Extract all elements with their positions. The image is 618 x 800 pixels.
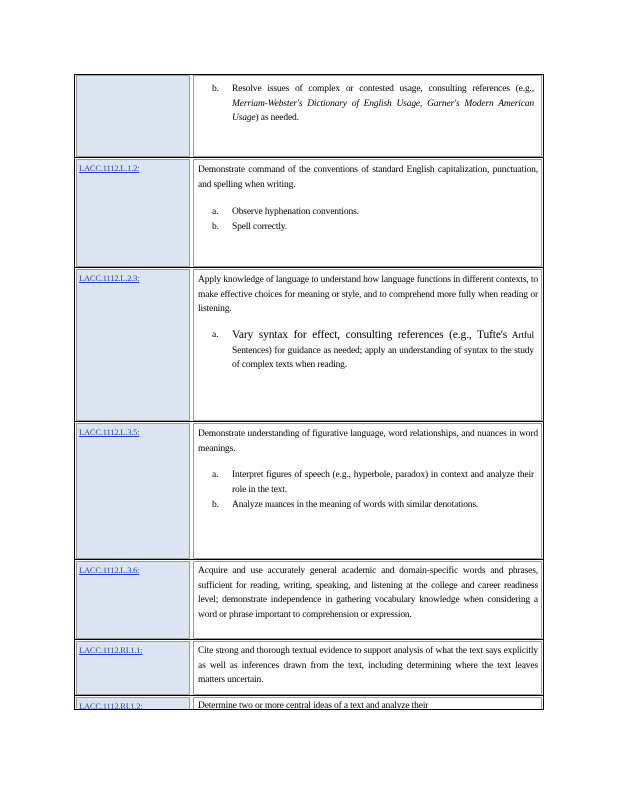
table-row bbox=[75, 423, 543, 559]
code-cell bbox=[76, 697, 190, 710]
code-cell bbox=[76, 641, 190, 695]
code-cell bbox=[76, 159, 190, 267]
description-cell bbox=[193, 75, 542, 157]
standard-description: Demonstrate understanding of figurative language, word relationships, and nuances in word meanings. bbox=[198, 429, 538, 454]
table-row bbox=[75, 75, 543, 157]
item-text: Observe hyphenation conventions. bbox=[232, 207, 359, 217]
row-divider bbox=[75, 157, 543, 158]
description-cell bbox=[193, 423, 542, 559]
list-item bbox=[214, 205, 534, 220]
item-text: Spell correctly. bbox=[232, 222, 288, 232]
row-divider bbox=[75, 559, 543, 560]
code-cell bbox=[76, 269, 190, 421]
item-marker: a. bbox=[212, 207, 219, 217]
list-item bbox=[214, 498, 534, 513]
item-marker: b. bbox=[212, 222, 219, 232]
standard-description: Apply knowledge of language to understand how language functions in different contexts, to make effective choices for meaning or style, and to comprehend more fully when reading or listening. bbox=[198, 275, 538, 314]
standard-description: Demonstrate command of the conventions of standard English capitalization, punctuation, and spelling when writing. bbox=[198, 165, 538, 190]
description-cell bbox=[193, 561, 542, 639]
item-text: Analyze nuances in the meaning of words with similar denotations. bbox=[232, 500, 479, 510]
item-marker: b. bbox=[212, 500, 219, 510]
standard-code-link[interactable]: LACC.1112.L.2.3: bbox=[79, 273, 140, 283]
table-row bbox=[75, 641, 543, 695]
standard-code-link[interactable]: LACC.1112.RI.1.1: bbox=[79, 645, 143, 655]
list-item bbox=[214, 468, 534, 497]
item-text: Resolve issues of complex or contested usage, consulting references (e.g., Merriam-Webster's Dictionary of English Usage, Garner's Modern American Usage) as needed. bbox=[232, 84, 534, 123]
row-divider bbox=[75, 695, 543, 696]
item-marker: a. bbox=[212, 330, 219, 340]
list-item bbox=[214, 328, 534, 373]
table-row bbox=[75, 269, 543, 421]
standards-table bbox=[74, 74, 544, 710]
standard-description: Determine two or more central ideas of a text and analyze their bbox=[198, 701, 429, 710]
description-cell bbox=[193, 269, 542, 421]
description-cell bbox=[193, 697, 542, 710]
list-item bbox=[214, 220, 534, 235]
row-divider bbox=[75, 421, 543, 422]
standard-code-link[interactable]: LACC.1112.RI.1.2: bbox=[79, 701, 143, 710]
standard-description: Cite strong and thorough textual evidence to support analysis of what the text says explicitly as well as inferences drawn from the text, including determining where the text leaves matters uncertain. bbox=[198, 646, 538, 685]
table-row bbox=[75, 697, 543, 710]
code-cell bbox=[76, 75, 190, 157]
item-marker: b. bbox=[212, 84, 219, 94]
list-item bbox=[214, 82, 534, 126]
item-text: Interpret figures of speech (e.g., hyperbole, paradox) in context and analyze their role in the text. bbox=[232, 470, 534, 495]
code-cell bbox=[76, 561, 190, 639]
table-row bbox=[75, 561, 543, 639]
row-divider bbox=[75, 267, 543, 268]
code-cell bbox=[76, 423, 190, 559]
description-cell bbox=[193, 641, 542, 695]
item-text: Vary syntax for effect, consulting references (e.g., Tufte's Artful Sentences) for guidance as needed; apply an understanding of syntax to the study of complex texts when reading. bbox=[232, 329, 535, 370]
standard-code-link[interactable]: LACC.1112.L.1.2: bbox=[79, 163, 140, 173]
description-cell bbox=[193, 159, 542, 267]
table-row bbox=[75, 159, 543, 267]
standard-code-link[interactable]: LACC.1112.L.3.6: bbox=[79, 565, 140, 575]
standard-description: Acquire and use accurately general academic and domain-specific words and phrases, sufficient for reading, writing, speaking, and listening at the college and career readiness level; demonstrate independence in gathering vocabulary knowledge when considering a word or phrase important to comprehension or expression. bbox=[198, 566, 538, 620]
item-marker: a. bbox=[212, 470, 219, 480]
standard-code-link[interactable]: LACC.1112.L.3.5: bbox=[79, 427, 140, 437]
row-divider bbox=[75, 639, 543, 640]
